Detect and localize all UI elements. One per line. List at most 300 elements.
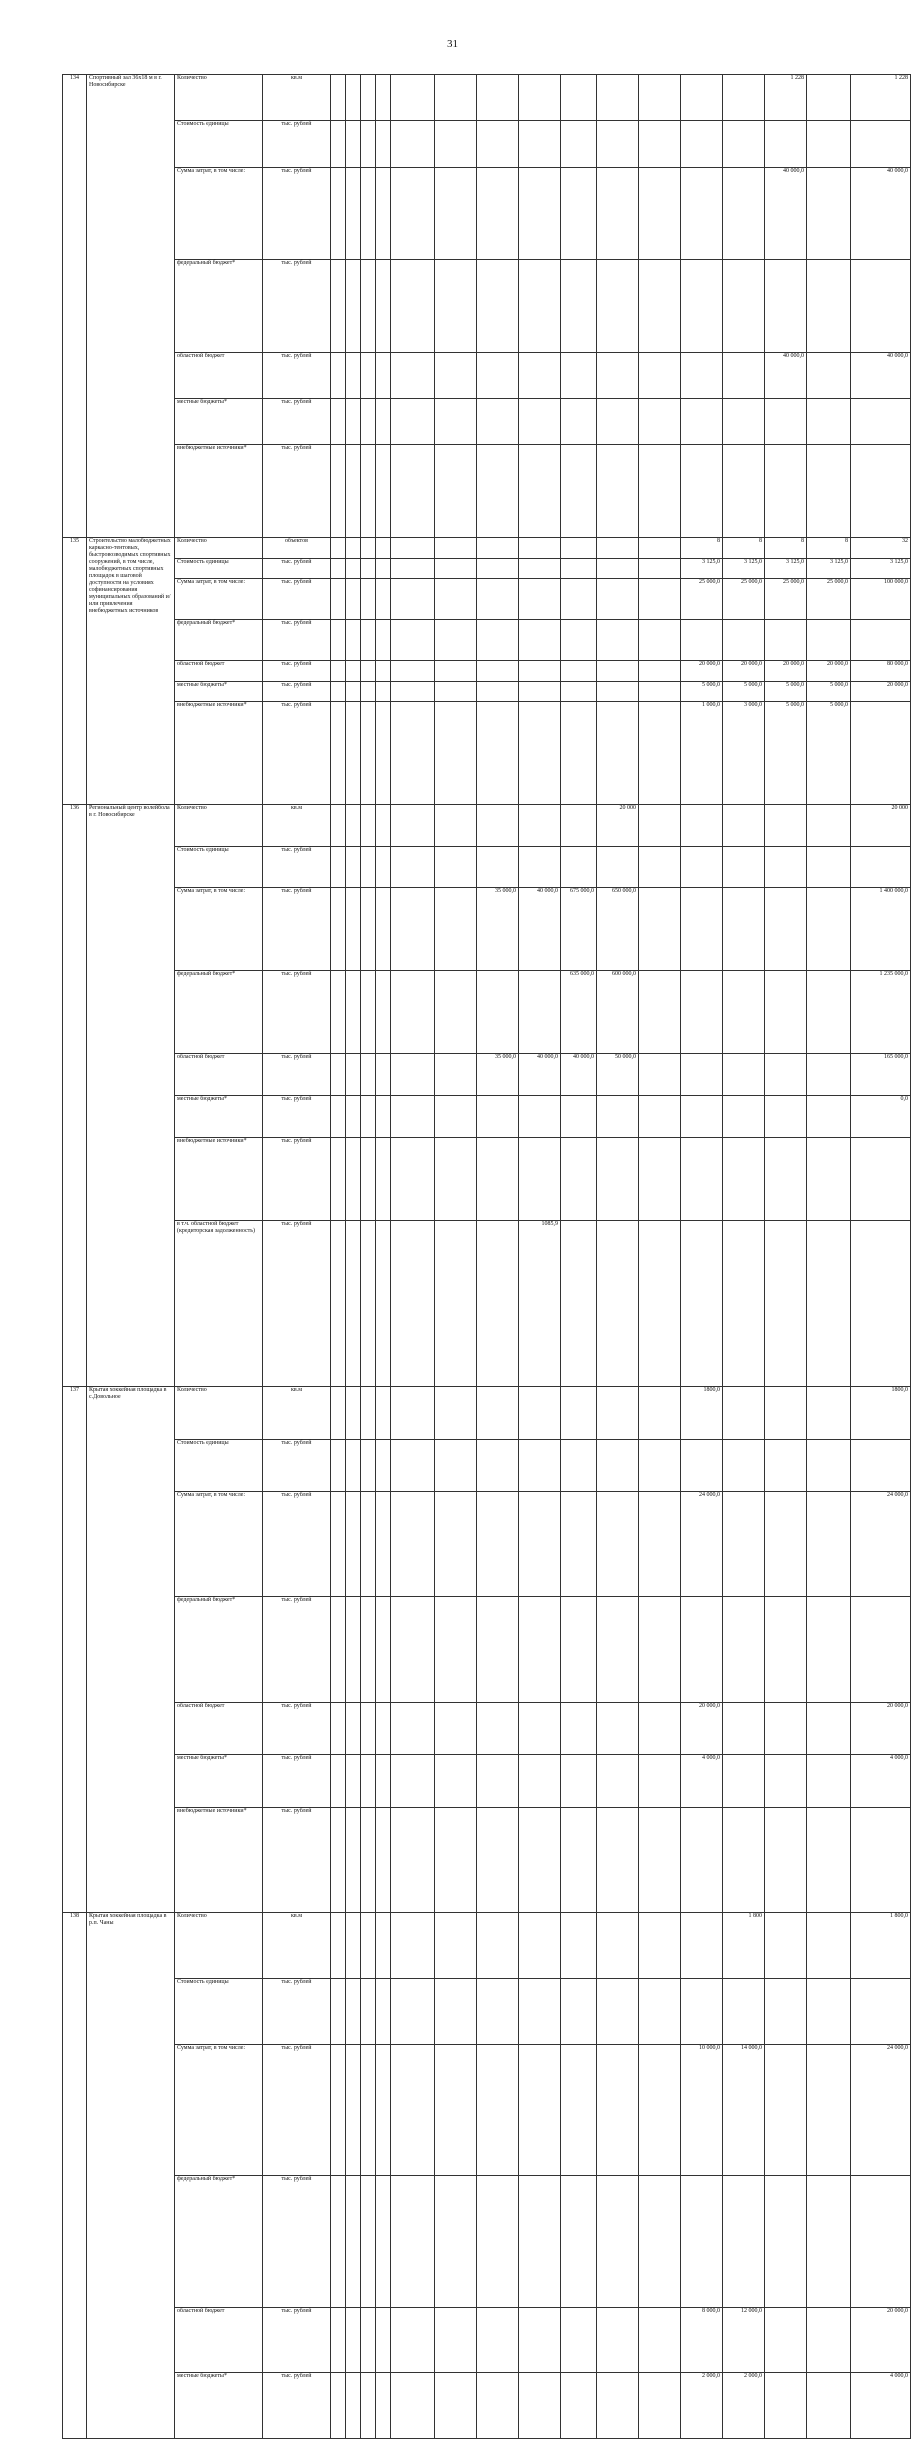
- value-cell: [477, 1807, 519, 1912]
- value-cell: [561, 1220, 597, 1386]
- value-cell: 12 000,0: [723, 2307, 765, 2373]
- unit: тыс. рублей: [263, 702, 331, 805]
- value-cell: [597, 1439, 639, 1492]
- value-cell: 35 000,0: [477, 1054, 519, 1096]
- value-cell: [561, 620, 597, 661]
- value-cell: [519, 558, 561, 579]
- value-cell: [435, 1807, 477, 1912]
- value-cell: [639, 2373, 681, 2439]
- value-cell: [519, 260, 561, 353]
- value-cell: [331, 1054, 346, 1096]
- value-cell: [346, 445, 361, 538]
- value-cell: [765, 121, 807, 167]
- unit: тыс. рублей: [263, 579, 331, 620]
- value-cell: 1085,9: [519, 1220, 561, 1386]
- value-cell: [561, 1597, 597, 1702]
- value-cell: [477, 1387, 519, 1440]
- value-cell: [391, 2307, 435, 2373]
- value-cell: [435, 1978, 477, 2044]
- value-cell: [391, 1978, 435, 2044]
- value-cell: [561, 121, 597, 167]
- value-cell: [519, 579, 561, 620]
- table-row: [63, 2373, 911, 2439]
- value-cell: [597, 75, 639, 121]
- value-cell: [346, 1913, 361, 1979]
- indicator-name: внебюджетные источники*: [175, 702, 263, 805]
- value-cell: [639, 681, 681, 702]
- table-row: [63, 75, 911, 121]
- unit: тыс. рублей: [263, 1095, 331, 1137]
- value-cell: [331, 121, 346, 167]
- value-cell: [391, 352, 435, 398]
- value-cell: [331, 702, 346, 805]
- value-cell: [597, 1913, 639, 1979]
- value-cell: [331, 1439, 346, 1492]
- value-cell: 0,0: [851, 1095, 911, 1137]
- value-cell: [519, 2176, 561, 2308]
- table-row: [63, 1220, 911, 1386]
- value-cell: 20 000,0: [851, 1702, 911, 1755]
- value-cell: 635 000,0: [561, 971, 597, 1054]
- value-cell: 20 000,0: [681, 661, 723, 682]
- indicator-name: областной бюджет: [175, 1054, 263, 1096]
- value-cell: [723, 260, 765, 353]
- value-cell: [477, 1439, 519, 1492]
- value-cell: [681, 2176, 723, 2308]
- value-cell: [376, 579, 391, 620]
- value-cell: [765, 620, 807, 661]
- unit: тыс. рублей: [263, 121, 331, 167]
- value-cell: [597, 661, 639, 682]
- value-cell: [331, 167, 346, 260]
- value-cell: [807, 445, 851, 538]
- value-cell: [346, 620, 361, 661]
- value-cell: [331, 1387, 346, 1440]
- value-cell: 32: [851, 538, 911, 559]
- value-cell: [681, 75, 723, 121]
- value-cell: [435, 558, 477, 579]
- indicator-name: федеральный бюджет*: [175, 971, 263, 1054]
- value-cell: [331, 1755, 346, 1808]
- value-cell: [391, 1387, 435, 1440]
- table-row: [63, 971, 911, 1054]
- row-number: 134: [63, 75, 87, 538]
- value-cell: [519, 805, 561, 847]
- value-cell: [597, 445, 639, 538]
- value-cell: [391, 846, 435, 888]
- value-cell: [851, 1439, 911, 1492]
- value-cell: [807, 167, 851, 260]
- value-cell: [723, 2176, 765, 2308]
- value-cell: [435, 1913, 477, 1979]
- value-cell: 35 000,0: [477, 888, 519, 971]
- value-cell: [723, 352, 765, 398]
- page-number: 31: [447, 38, 458, 50]
- table-row: [63, 121, 911, 167]
- value-cell: [597, 2044, 639, 2176]
- row-number: 137: [63, 1387, 87, 1913]
- value-cell: [597, 1137, 639, 1220]
- value-cell: [561, 1978, 597, 2044]
- value-cell: 80 000,0: [851, 661, 911, 682]
- value-cell: [391, 2373, 435, 2439]
- unit: кв.м: [263, 75, 331, 121]
- value-cell: [361, 260, 376, 353]
- value-cell: [639, 1054, 681, 1096]
- value-cell: [331, 1702, 346, 1755]
- value-cell: [807, 1054, 851, 1096]
- value-cell: [807, 1807, 851, 1912]
- unit: тыс. рублей: [263, 1978, 331, 2044]
- value-cell: 5 000,0: [765, 702, 807, 805]
- value-cell: [346, 75, 361, 121]
- value-cell: [807, 1913, 851, 1979]
- value-cell: [765, 2307, 807, 2373]
- value-cell: [639, 352, 681, 398]
- indicator-name: внебюджетные источники*: [175, 445, 263, 538]
- value-cell: 8 000,0: [681, 2307, 723, 2373]
- unit: кв.м: [263, 1913, 331, 1979]
- value-cell: 3 000,0: [723, 702, 765, 805]
- value-cell: [391, 971, 435, 1054]
- value-cell: [346, 1807, 361, 1912]
- value-cell: [519, 702, 561, 805]
- value-cell: [477, 1702, 519, 1755]
- indicator-name: областной бюджет: [175, 1702, 263, 1755]
- value-cell: [519, 121, 561, 167]
- value-cell: [681, 352, 723, 398]
- value-cell: [361, 620, 376, 661]
- value-cell: [723, 1702, 765, 1755]
- value-cell: [361, 661, 376, 682]
- value-cell: [346, 1137, 361, 1220]
- value-cell: [519, 538, 561, 559]
- value-cell: [765, 1439, 807, 1492]
- value-cell: [391, 445, 435, 538]
- value-cell: 5 000,0: [765, 681, 807, 702]
- value-cell: [346, 2307, 361, 2373]
- value-cell: [376, 681, 391, 702]
- value-cell: 2 000,0: [681, 2373, 723, 2439]
- value-cell: [435, 661, 477, 682]
- value-cell: [807, 1137, 851, 1220]
- value-cell: [331, 805, 346, 847]
- value-cell: [477, 2373, 519, 2439]
- value-cell: [807, 620, 851, 661]
- value-cell: [561, 1807, 597, 1912]
- table-row: [63, 846, 911, 888]
- value-cell: [435, 538, 477, 559]
- value-cell: [435, 2176, 477, 2308]
- value-cell: 1 400 000,0: [851, 888, 911, 971]
- value-cell: [376, 1702, 391, 1755]
- table-row: [63, 1913, 911, 1979]
- value-cell: [477, 2176, 519, 2308]
- unit: тыс. рублей: [263, 661, 331, 682]
- value-cell: [361, 1755, 376, 1808]
- value-cell: [519, 1978, 561, 2044]
- table-row: [63, 167, 911, 260]
- unit: тыс. рублей: [263, 1054, 331, 1096]
- row-number: 136: [63, 805, 87, 1387]
- value-cell: [807, 1597, 851, 1702]
- unit: кв.м: [263, 1387, 331, 1440]
- value-cell: [681, 399, 723, 445]
- value-cell: [331, 1492, 346, 1597]
- value-cell: [331, 1095, 346, 1137]
- value-cell: [331, 661, 346, 682]
- value-cell: [597, 1978, 639, 2044]
- value-cell: [346, 1597, 361, 1702]
- value-cell: [376, 1913, 391, 1979]
- table-row: [63, 1597, 911, 1702]
- value-cell: [391, 1492, 435, 1597]
- value-cell: [807, 352, 851, 398]
- value-cell: 40 000,0: [519, 888, 561, 971]
- value-cell: [851, 620, 911, 661]
- value-cell: [391, 1220, 435, 1386]
- value-cell: 10 000,0: [681, 2044, 723, 2176]
- value-cell: [681, 805, 723, 847]
- value-cell: [681, 1137, 723, 1220]
- value-cell: [391, 558, 435, 579]
- value-cell: [681, 1913, 723, 1979]
- value-cell: [765, 846, 807, 888]
- value-cell: 1 800: [723, 1913, 765, 1979]
- value-cell: [361, 2307, 376, 2373]
- value-cell: [361, 2373, 376, 2439]
- value-cell: [361, 1387, 376, 1440]
- value-cell: [639, 805, 681, 847]
- value-cell: [361, 1492, 376, 1597]
- value-cell: [519, 75, 561, 121]
- value-cell: 1 800,0: [851, 1913, 911, 1979]
- value-cell: [477, 805, 519, 847]
- indicator-name: областной бюджет: [175, 2307, 263, 2373]
- value-cell: [376, 75, 391, 121]
- value-cell: [331, 558, 346, 579]
- value-cell: [765, 1095, 807, 1137]
- indicator-name: Сумма затрат, в том числе:: [175, 1492, 263, 1597]
- value-cell: [361, 846, 376, 888]
- value-cell: [391, 620, 435, 661]
- value-cell: [391, 661, 435, 682]
- value-cell: [765, 1755, 807, 1808]
- value-cell: [597, 352, 639, 398]
- value-cell: [376, 888, 391, 971]
- value-cell: [561, 399, 597, 445]
- table-row: [63, 1095, 911, 1137]
- value-cell: [391, 399, 435, 445]
- value-cell: 40 000,0: [765, 167, 807, 260]
- value-cell: [681, 971, 723, 1054]
- value-cell: [807, 399, 851, 445]
- value-cell: [851, 1978, 911, 2044]
- value-cell: [346, 1978, 361, 2044]
- value-cell: 20 000,0: [851, 2307, 911, 2373]
- value-cell: [597, 1220, 639, 1386]
- value-cell: [361, 702, 376, 805]
- table-row: [63, 2307, 911, 2373]
- indicator-name: Стоимость единицы: [175, 1978, 263, 2044]
- value-cell: [681, 260, 723, 353]
- value-cell: 3 125,0: [723, 558, 765, 579]
- value-cell: 165 000,0: [851, 1054, 911, 1096]
- value-cell: [376, 2176, 391, 2308]
- value-cell: [435, 1492, 477, 1597]
- value-cell: [331, 2044, 346, 2176]
- unit: тыс. рублей: [263, 1702, 331, 1755]
- value-cell: [361, 352, 376, 398]
- value-cell: [477, 2307, 519, 2373]
- value-cell: [639, 846, 681, 888]
- value-cell: [639, 661, 681, 682]
- table-row: [63, 1755, 911, 1808]
- row-number: 135: [63, 538, 87, 805]
- value-cell: [346, 2176, 361, 2308]
- value-cell: 8: [765, 538, 807, 559]
- value-cell: [681, 1978, 723, 2044]
- value-cell: [376, 620, 391, 661]
- value-cell: [361, 399, 376, 445]
- unit: тыс. рублей: [263, 1439, 331, 1492]
- value-cell: [477, 167, 519, 260]
- value-cell: [391, 1755, 435, 1808]
- value-cell: [435, 888, 477, 971]
- unit: тыс. рублей: [263, 167, 331, 260]
- table-row: [63, 538, 911, 559]
- table-row: [63, 661, 911, 682]
- value-cell: [639, 1755, 681, 1808]
- indicator-name: Количество: [175, 1387, 263, 1440]
- value-cell: 20 000,0: [807, 661, 851, 682]
- value-cell: [376, 1387, 391, 1440]
- value-cell: 600 000,0: [597, 971, 639, 1054]
- value-cell: [723, 121, 765, 167]
- value-cell: [807, 75, 851, 121]
- value-cell: [723, 1387, 765, 1440]
- value-cell: [681, 1220, 723, 1386]
- value-cell: 1 228: [851, 75, 911, 121]
- table-row: [63, 445, 911, 538]
- value-cell: [361, 2044, 376, 2176]
- value-cell: [851, 1807, 911, 1912]
- value-cell: [639, 579, 681, 620]
- value-cell: [851, 121, 911, 167]
- value-cell: 5 000,0: [807, 702, 851, 805]
- value-cell: [435, 805, 477, 847]
- value-cell: [561, 1095, 597, 1137]
- value-cell: [597, 1597, 639, 1702]
- value-cell: [477, 1095, 519, 1137]
- value-cell: [851, 2176, 911, 2308]
- unit: кв.м: [263, 805, 331, 847]
- value-cell: [519, 1439, 561, 1492]
- value-cell: [435, 260, 477, 353]
- value-cell: [346, 702, 361, 805]
- value-cell: [597, 538, 639, 559]
- value-cell: [639, 75, 681, 121]
- value-cell: 40 000,0: [851, 352, 911, 398]
- value-cell: [477, 971, 519, 1054]
- value-cell: 20 000: [851, 805, 911, 847]
- value-cell: 650 000,0: [597, 888, 639, 971]
- value-cell: [765, 1492, 807, 1597]
- value-cell: [597, 2176, 639, 2308]
- indicator-name: областной бюджет: [175, 661, 263, 682]
- value-cell: [376, 846, 391, 888]
- value-cell: [477, 2044, 519, 2176]
- value-cell: [639, 167, 681, 260]
- value-cell: [681, 1095, 723, 1137]
- value-cell: [435, 1054, 477, 1096]
- value-cell: [561, 538, 597, 559]
- value-cell: [519, 661, 561, 682]
- unit: тыс. рублей: [263, 558, 331, 579]
- table-row: [63, 1137, 911, 1220]
- value-cell: [391, 579, 435, 620]
- value-cell: [361, 1807, 376, 1912]
- unit: тыс. рублей: [263, 1597, 331, 1702]
- value-cell: [639, 1913, 681, 1979]
- unit: тыс. рублей: [263, 2176, 331, 2308]
- value-cell: [597, 681, 639, 702]
- value-cell: [376, 260, 391, 353]
- value-cell: [391, 75, 435, 121]
- value-cell: [597, 2373, 639, 2439]
- table-row: [63, 1702, 911, 1755]
- value-cell: [807, 2307, 851, 2373]
- value-cell: [639, 1597, 681, 1702]
- value-cell: [361, 538, 376, 559]
- value-cell: [765, 2373, 807, 2439]
- indicator-name: Количество: [175, 805, 263, 847]
- unit: тыс. рублей: [263, 1492, 331, 1597]
- value-cell: [435, 1387, 477, 1440]
- value-cell: [851, 445, 911, 538]
- value-cell: [519, 971, 561, 1054]
- value-cell: [391, 121, 435, 167]
- value-cell: [807, 1095, 851, 1137]
- unit: тыс. рублей: [263, 888, 331, 971]
- table-row: [63, 681, 911, 702]
- value-cell: [561, 1387, 597, 1440]
- value-cell: 20 000,0: [723, 661, 765, 682]
- value-cell: [639, 1220, 681, 1386]
- indicator-name: Сумма затрат, в том числе:: [175, 167, 263, 260]
- value-cell: [639, 1807, 681, 1912]
- value-cell: [519, 1137, 561, 1220]
- value-cell: 40 000,0: [765, 352, 807, 398]
- value-cell: [361, 558, 376, 579]
- value-cell: [681, 1054, 723, 1096]
- value-cell: [807, 846, 851, 888]
- table-row: [63, 1387, 911, 1440]
- value-cell: [765, 399, 807, 445]
- value-cell: 40 000,0: [561, 1054, 597, 1096]
- value-cell: [361, 445, 376, 538]
- value-cell: [391, 260, 435, 353]
- indicator-name: местные бюджеты*: [175, 681, 263, 702]
- value-cell: 4 000,0: [851, 1755, 911, 1808]
- value-cell: 4 000,0: [851, 2373, 911, 2439]
- value-cell: [361, 681, 376, 702]
- value-cell: [376, 805, 391, 847]
- value-cell: [477, 1137, 519, 1220]
- value-cell: [435, 2307, 477, 2373]
- value-cell: 3 125,0: [851, 558, 911, 579]
- value-cell: 20 000,0: [765, 661, 807, 682]
